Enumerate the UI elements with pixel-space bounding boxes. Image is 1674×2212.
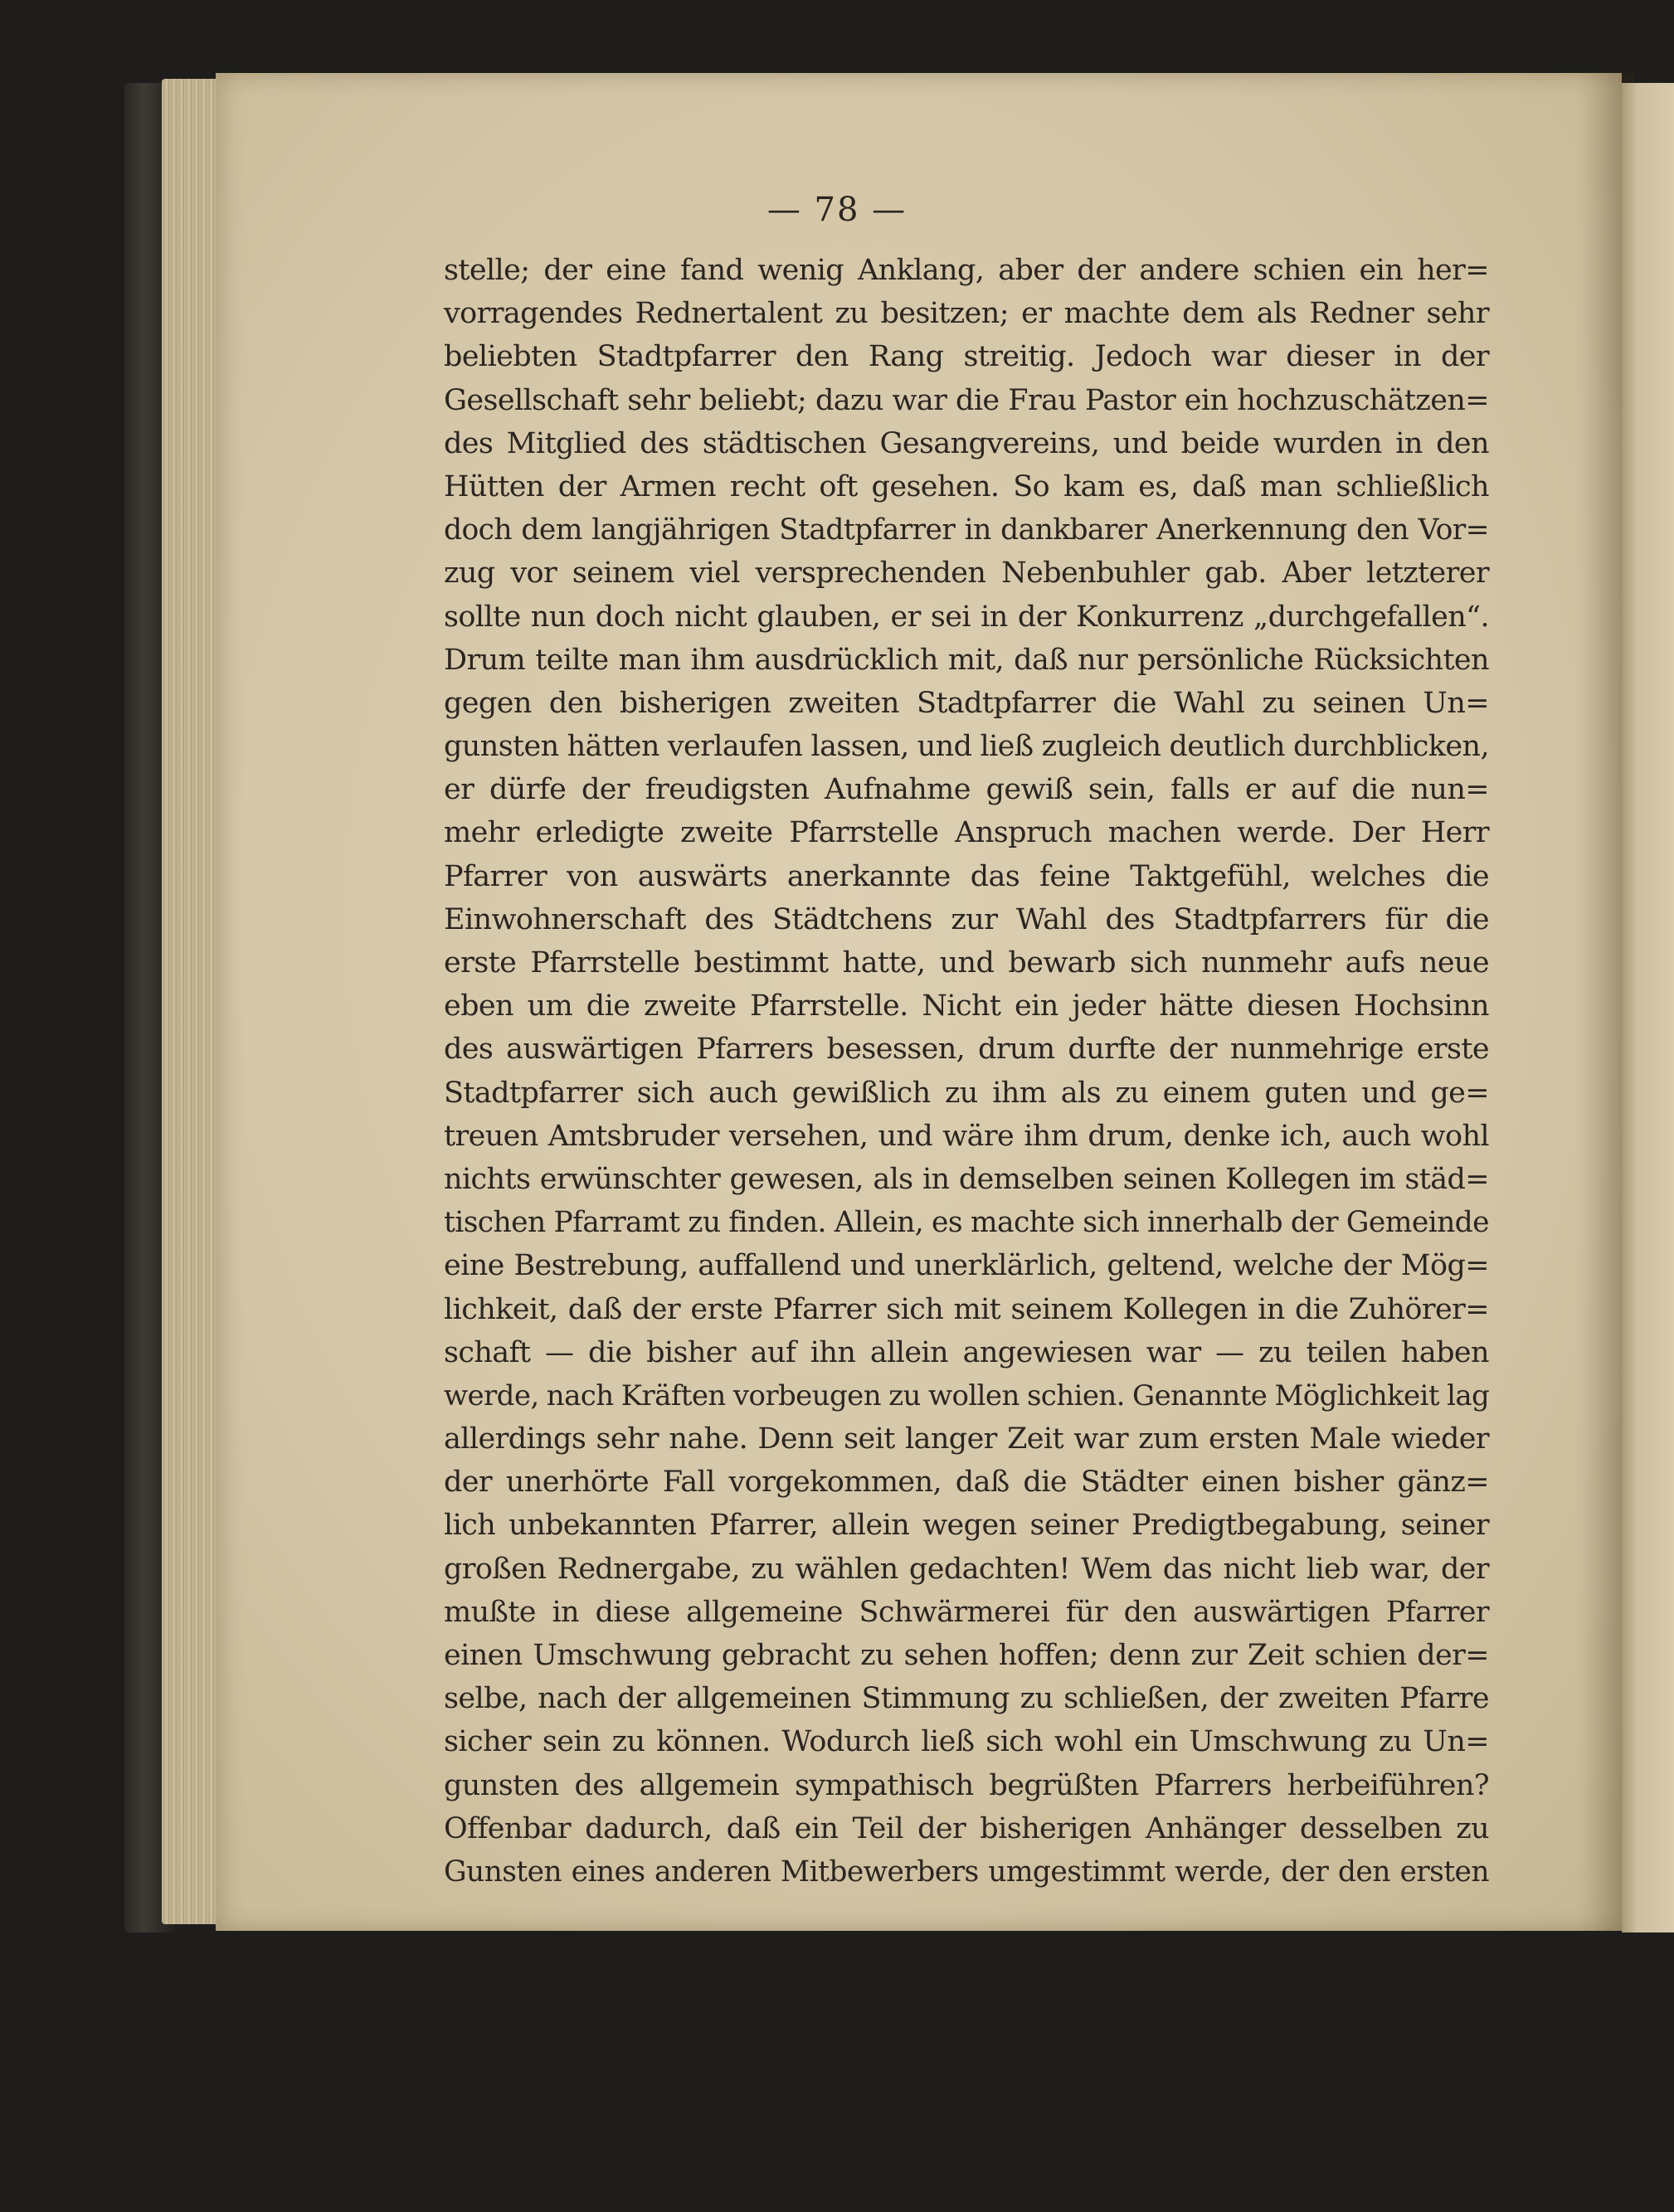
text-line: der unerhörte Fall vorgekommen, daß die Städter einen bisher gänz= bbox=[444, 1466, 1489, 1500]
text-line: Einwohnerschaft des Städtchens zur Wahl des Stadtpfarrers für die bbox=[444, 902, 1489, 936]
text-line: gunsten hätten verlaufen lassen, und ließ zugleich deutlich durchblicken, bbox=[444, 730, 1489, 764]
text-line: doch dem langjährigen Stadtpfarrer in dankbarer Anerkennung den Vor= bbox=[444, 513, 1489, 547]
text-line: Offenbar dadurch, daß ein Teil der bisherigen Anhänger desselben zu bbox=[444, 1811, 1489, 1845]
text-line: lich unbekannten Pfarrer, allein wegen seiner Predigtbegabung, seiner bbox=[444, 1509, 1489, 1543]
text-line: gunsten des allgemein sympathisch begrüßten Pfarrers herbeiführen? bbox=[444, 1768, 1489, 1802]
text-line: sollte nun doch nicht glauben, er sei in der Konkurrenz „durchgefallen“. bbox=[444, 600, 1489, 634]
text-line: eine Bestrebung, auffallend und unerklärlich, geltend, welche der Mög= bbox=[444, 1249, 1489, 1283]
text-line: zug vor seinem viel versprechenden Nebenbuhler gab. Aber letzterer bbox=[444, 557, 1489, 591]
text-line: einen Umschwung gebracht zu sehen hoffen; denn zur Zeit schien der= bbox=[444, 1639, 1489, 1672]
text-line: selbe, nach der allgemeinen Stimmung zu schließen, der zweiten Pfarre bbox=[444, 1682, 1489, 1716]
text-line: vorragendes Rednertalent zu besitzen; er machte dem als Redner sehr bbox=[444, 297, 1489, 331]
text-line: beliebten Stadtpfarrer den Rang streitig. Jedoch war dieser in der bbox=[444, 340, 1489, 374]
page-stack-edges bbox=[162, 79, 220, 1924]
text-line: Pfarrer von auswärts anerkannte das feine Taktgefühl, welches die bbox=[444, 859, 1489, 893]
next-page-edge bbox=[1622, 83, 1674, 1932]
text-line: nichts erwünschter gewesen, als in demselben seinen Kollegen im städ= bbox=[444, 1162, 1489, 1196]
text-line: er dürfe der freudigsten Aufnahme gewiß sein, falls er auf die nun= bbox=[444, 773, 1489, 807]
text-line: werde, nach Kräften vorbeugen zu wollen schien. Genannte Möglichkeit lag bbox=[444, 1378, 1490, 1412]
text-line: sicher sein zu können. Wodurch ließ sich wohl ein Umschwung zu Un= bbox=[444, 1725, 1489, 1759]
text-line: Gunsten eines anderen Mitbewerbers umgestimmt werde, der den ersten bbox=[444, 1855, 1489, 1889]
text-line: lichkeit, daß der erste Pfarrer sich mit seinem Kollegen in die Zuhörer= bbox=[444, 1292, 1489, 1326]
text-line: mehr erledigte zweite Pfarrstelle Anspruch machen werde. Der Herr bbox=[444, 816, 1489, 850]
text-line: gegen den bisherigen zweiten Stadtpfarrer die Wahl zu seinen Un= bbox=[444, 686, 1489, 720]
body-text bbox=[444, 249, 1489, 1894]
text-line: großen Rednergabe, zu wählen gedachten! Wem das nicht lieb war, der bbox=[444, 1552, 1489, 1586]
text-line: Drum teilte man ihm ausdrücklich mit, daß nur persönliche Rücksichten bbox=[444, 643, 1489, 677]
text-line: erste Pfarrstelle bestimmt hatte, und bewarb sich nunmehr aufs neue bbox=[444, 946, 1489, 980]
text-line: treuen Amtsbruder versehen, und wäre ihm drum, denke ich, auch wohl bbox=[444, 1119, 1489, 1153]
text-line: Gesellschaft sehr beliebt; dazu war die Frau Pastor ein hochzuschätzen= bbox=[444, 383, 1489, 417]
text-line: mußte in diese allgemeine Schwärmerei für den auswärtigen Pfarrer bbox=[444, 1595, 1489, 1629]
page-number: — 78 — bbox=[766, 191, 908, 229]
text-line: eben um die zweite Pfarrstelle. Nicht ein jeder hätte diesen Hochsinn bbox=[444, 989, 1489, 1023]
text-line: stelle; der eine fand wenig Anklang, aber der andere schien ein her= bbox=[444, 254, 1489, 287]
text-line: Stadtpfarrer sich auch gewißlich zu ihm als zu einem guten und ge= bbox=[444, 1076, 1489, 1110]
text-line: Hütten der Armen recht oft gesehen. So kam es, daß man schließlich bbox=[444, 469, 1489, 503]
text-line: allerdings sehr nahe. Denn seit langer Zeit war zum ersten Male wieder bbox=[444, 1422, 1489, 1456]
text-line: schaft — die bisher auf ihn allein angewiesen war — zu teilen haben bbox=[444, 1335, 1489, 1369]
text-line: des Mitglied des städtischen Gesangvereins, und beide wurden in den bbox=[444, 426, 1489, 460]
text-line: des auswärtigen Pfarrers besessen, drum durfte der nunmehrige erste bbox=[444, 1033, 1489, 1067]
text-line: tischen Pfarramt zu finden. Allein, es machte sich innerhalb der Gemeinde bbox=[444, 1206, 1489, 1240]
